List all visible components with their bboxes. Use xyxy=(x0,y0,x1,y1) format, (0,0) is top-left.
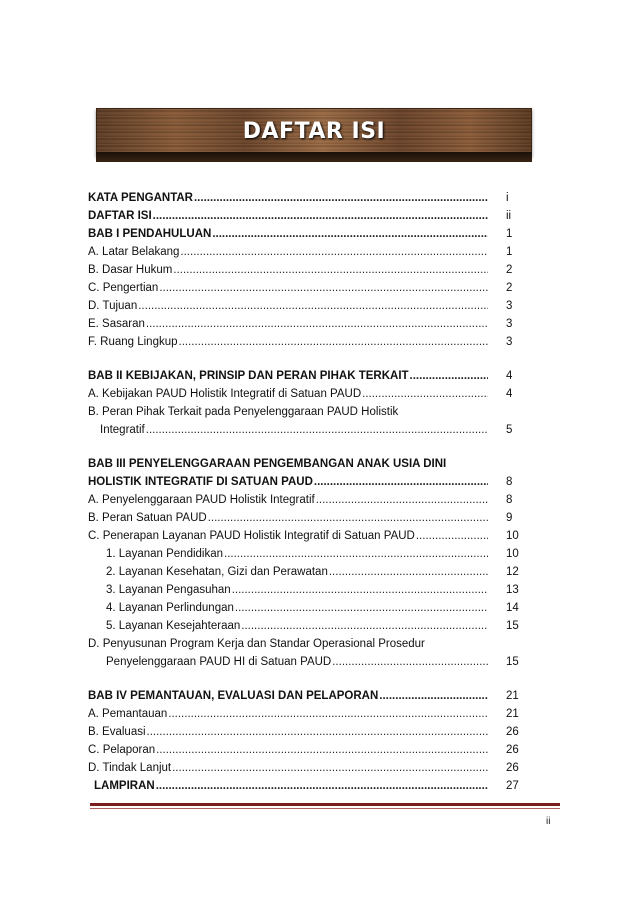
toc-subentry[interactable] xyxy=(88,560,540,578)
toc-entry[interactable] xyxy=(88,720,540,738)
dot-leader xyxy=(232,584,488,596)
spacer xyxy=(88,348,540,364)
dot-leader xyxy=(235,602,488,614)
toc-label: DAFTAR ISI xyxy=(88,210,152,222)
toc-entry[interactable] xyxy=(88,312,540,330)
toc-page-number: 8 xyxy=(506,494,513,506)
toc-label: A. Penyelenggaraan PAUD Holistik Integratif xyxy=(88,494,315,506)
page-title: DAFTAR ISI xyxy=(242,119,386,144)
toc-label: D. Tujuan xyxy=(88,300,138,312)
toc-page-number: 10 xyxy=(506,530,519,542)
dot-leader xyxy=(146,424,488,436)
banner-shadow-strip xyxy=(96,152,532,162)
toc-entry-bab4[interactable] xyxy=(88,684,540,702)
toc-page-number: 21 xyxy=(506,690,519,702)
toc-page-number: i xyxy=(506,192,509,204)
toc-entry-daftar-isi[interactable] xyxy=(88,204,540,222)
toc-page-number: 1 xyxy=(506,228,513,240)
toc-page-number: 27 xyxy=(506,780,519,792)
dot-leader xyxy=(212,228,488,240)
toc-label: B. Dasar Hukum xyxy=(88,264,173,276)
toc-entry[interactable] xyxy=(88,240,540,258)
toc-label: E. Sasaran xyxy=(88,318,145,330)
dot-leader xyxy=(168,708,488,720)
toc-label: A. Kebijakan PAUD Holistik Integratif di Satuan PAUD xyxy=(88,388,362,400)
toc-label: D. Penyusunan Program Kerja dan Standar Operasional Prosedur xyxy=(88,638,425,650)
dot-leader xyxy=(314,476,488,488)
toc-label: 1. Layanan Pendidikan xyxy=(106,548,224,560)
dot-leader xyxy=(172,762,488,774)
toc-entry[interactable] xyxy=(88,506,540,524)
toc-label: Penyelenggaraan PAUD HI di Satuan PAUD xyxy=(106,656,332,668)
dot-leader xyxy=(416,530,488,542)
toc-label: BAB IV PEMANTAUAN, EVALUASI DAN PELAPORAN xyxy=(88,690,379,702)
toc-page-number: 5 xyxy=(506,424,513,436)
toc-entry-bab1[interactable] xyxy=(88,222,540,240)
dot-leader xyxy=(224,548,488,560)
dot-leader xyxy=(156,744,488,756)
toc-entry[interactable] xyxy=(88,276,540,294)
toc-page-number: 26 xyxy=(506,744,519,756)
toc-entry[interactable] xyxy=(88,330,540,348)
toc-page-number: 13 xyxy=(506,584,519,596)
toc-subentry[interactable] xyxy=(88,542,540,560)
toc-label: BAB II KEBIJAKAN, PRINSIP DAN PERAN PIHAK TERKAIT xyxy=(88,370,409,382)
dot-leader xyxy=(156,780,488,792)
toc-entry[interactable] xyxy=(88,738,540,756)
toc-entry-lampiran[interactable] xyxy=(88,774,540,792)
toc-page-number: 4 xyxy=(506,388,513,400)
toc-entry[interactable] xyxy=(88,400,540,418)
toc-label: C. Pelaporan xyxy=(88,744,156,756)
toc-page-number: 4 xyxy=(506,370,513,382)
dot-leader xyxy=(208,512,488,524)
dot-leader xyxy=(179,336,488,348)
toc-label: LAMPIRAN xyxy=(94,780,155,792)
toc-entry[interactable] xyxy=(88,258,540,276)
toc-entry-bab2[interactable] xyxy=(88,364,540,382)
dot-leader xyxy=(332,656,488,668)
toc-entry[interactable] xyxy=(88,294,540,312)
toc-label: A. Latar Belakang xyxy=(88,246,180,258)
title-banner xyxy=(96,108,532,156)
dot-leader xyxy=(362,388,488,400)
toc-label: C. Pengertian xyxy=(88,282,159,294)
toc-page-number: 1 xyxy=(506,246,513,258)
toc-page-number: 26 xyxy=(506,762,519,774)
dot-leader xyxy=(146,318,488,330)
toc-entry[interactable] xyxy=(88,488,540,506)
dot-leader xyxy=(153,210,488,222)
footer-rule-thin xyxy=(90,808,560,809)
toc-entry[interactable] xyxy=(88,382,540,400)
toc-page-number: 15 xyxy=(506,656,519,668)
spacer xyxy=(88,436,540,452)
toc-label: BAB III PENYELENGGARAAN PENGEMBANGAN ANAK USIA DINI xyxy=(88,458,447,470)
toc-page-number: 2 xyxy=(506,282,513,294)
dot-leader xyxy=(159,282,488,294)
toc-label: 4. Layanan Perlindungan xyxy=(106,602,234,614)
toc-entry[interactable] xyxy=(88,524,540,542)
toc-label: A. Pemantauan xyxy=(88,708,168,720)
toc-label: B. Peran Satuan PAUD xyxy=(88,512,207,524)
toc-label: 2. Layanan Kesehatan, Gizi dan Perawatan xyxy=(106,566,328,578)
toc-page-number: 15 xyxy=(506,620,519,632)
toc-page-number: 14 xyxy=(506,602,519,614)
toc-page-number: 26 xyxy=(506,726,519,738)
toc-label: D. Tindak Lanjut xyxy=(88,762,172,774)
footer-page-number: ii xyxy=(546,816,551,827)
toc-label: F. Ruang Lingkup xyxy=(88,336,178,348)
toc-entry[interactable] xyxy=(88,756,540,774)
toc-label: B. Peran Pihak Terkait pada Penyelenggaraan PAUD Holistik xyxy=(88,406,399,418)
toc-label: Integratif xyxy=(100,424,145,436)
toc-subentry[interactable] xyxy=(88,596,540,614)
toc-subentry[interactable] xyxy=(88,578,540,596)
dot-leader xyxy=(379,690,488,702)
toc-page-number: 3 xyxy=(506,300,513,312)
dot-leader xyxy=(138,300,488,312)
toc-entry[interactable] xyxy=(88,702,540,720)
dot-leader xyxy=(173,264,488,276)
dot-leader xyxy=(316,494,488,506)
toc-label: C. Penerapan Layanan PAUD Holistik Integratif di Satuan PAUD xyxy=(88,530,415,542)
dot-leader xyxy=(147,726,488,738)
toc-page-number: 9 xyxy=(506,512,513,524)
toc-entry-kata-pengantar[interactable] xyxy=(88,186,540,204)
toc-subentry[interactable] xyxy=(88,614,540,632)
toc-label: BAB I PENDAHULUAN xyxy=(88,228,212,240)
toc-entry-continued[interactable] xyxy=(88,650,540,668)
dot-leader xyxy=(180,246,488,258)
toc-label: HOLISTIK INTEGRATIF DI SATUAN PAUD xyxy=(88,476,313,488)
toc-entry-bab3-continued[interactable] xyxy=(88,470,540,488)
toc-page-number: ii xyxy=(506,210,512,222)
dot-leader xyxy=(410,370,488,382)
dot-leader xyxy=(329,566,488,578)
toc-entry-continued[interactable] xyxy=(88,418,540,436)
toc-label: KATA PENGANTAR xyxy=(88,192,193,204)
toc-page-number: 3 xyxy=(506,318,513,330)
footer-rule xyxy=(90,803,560,806)
toc-entry-bab3[interactable] xyxy=(88,452,540,470)
toc-label: 5. Layanan Kesejahteraan xyxy=(106,620,241,632)
spacer xyxy=(88,668,540,684)
toc-label: 3. Layanan Pengasuhan xyxy=(106,584,231,596)
toc-page-number: 2 xyxy=(506,264,513,276)
dot-leader xyxy=(194,192,488,204)
table-of-contents xyxy=(88,186,540,792)
dot-leader xyxy=(241,620,488,632)
toc-page-number: 21 xyxy=(506,708,519,720)
toc-page-number: 12 xyxy=(506,566,519,578)
toc-entry[interactable] xyxy=(88,632,540,650)
toc-page-number: 10 xyxy=(506,548,519,560)
toc-page-number: 3 xyxy=(506,336,513,348)
toc-label: B. Evaluasi xyxy=(88,726,146,738)
toc-page-number: 8 xyxy=(506,476,513,488)
